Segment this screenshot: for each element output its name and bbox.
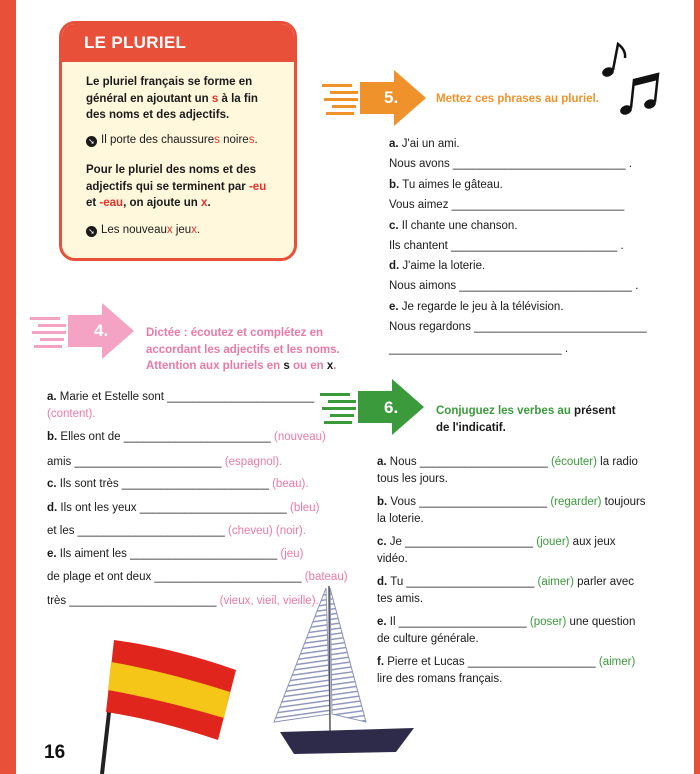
exercise-5-arrow-icon [322, 70, 430, 126]
page-edge-left [0, 0, 16, 774]
list-item-cont: vidéo. [377, 553, 408, 565]
rule-paragraph-1: Le pluriel français se forme en général en ajoutant un s à la fin des noms et des adjectifs. [86, 76, 258, 121]
list-item: b. Elles ont de _______________________ (nouveau) [47, 431, 326, 443]
rule-example-1: ➘ Il porte des chaussures noires. [86, 132, 258, 148]
list-item: très _______________________ (vieux, vieil, vieille). [47, 595, 319, 607]
list-item: b. Vous ____________________ (regarder) toujours [377, 496, 646, 508]
list-item-cont: tes amis. [377, 593, 424, 605]
rule-title: LE PLURIEL [84, 33, 187, 52]
exercise-5-number: 5. [384, 88, 399, 107]
list-item: e. Il ____________________ (poser) une question [377, 616, 636, 628]
exercise-4-instruction: Dictée : écoutez et complétez en accordant les adjectifs et les noms. Attention aux pluriels en s ou en x. [146, 327, 340, 372]
list-item: d. J'aime la loterie. [389, 260, 486, 272]
list-item-cont: de culture générale. [377, 633, 479, 645]
list-item: c. Ils sont très _______________________ (beau). [47, 478, 309, 490]
list-item-cont: tous les jours. [377, 473, 448, 485]
answer-field[interactable]: Vous aimez ___________________________ [389, 199, 625, 211]
list-item: b. Tu aimes le gâteau. [389, 179, 503, 191]
rule-example-2: ➘ Les nouveaux jeux. [86, 222, 200, 238]
answer-field[interactable]: Nous avons ___________________________ . [389, 158, 632, 170]
list-item: e. Ils aiment les _______________________ (jeu) [47, 548, 304, 560]
exercise-4-arrow-icon [30, 303, 138, 359]
exercise-6-arrow-icon [320, 379, 428, 435]
rule-box [59, 21, 297, 261]
arrow-bullet-icon: ➘ [86, 226, 97, 237]
list-item: a. J'ai un ami. [389, 138, 460, 150]
answer-field[interactable]: Nous aimons ___________________________ . [389, 280, 639, 292]
rule-header [62, 24, 294, 62]
music-notes-icon [598, 40, 668, 118]
sailboat-illustration [268, 582, 418, 758]
answer-field[interactable]: Ils chantent __________________________ . [389, 240, 624, 252]
list-item: d. Ils ont les yeux _______________________ (bleu) [47, 502, 320, 514]
exercise-5-instruction: Mettez ces phrases au pluriel. [436, 93, 599, 105]
list-item: f. Pierre et Lucas ____________________ (aimer) [377, 656, 636, 668]
list-item: c. Je ____________________ (jouer) aux jeux [377, 536, 616, 548]
exercise-6-number: 6. [384, 398, 399, 417]
list-item: a. Nous ____________________ (écouter) la radio [377, 456, 638, 468]
list-item-cont: lire des romans français. [377, 673, 503, 685]
rule-paragraph-2: Pour le pluriel des noms et des adjectifs qui se terminent par -eu et -eau, on ajoute un x. [86, 164, 267, 209]
list-item-cont: la loterie. [377, 513, 424, 525]
hint: (content). [47, 408, 96, 420]
list-item: d. Tu ____________________ (aimer) parler avec [377, 576, 635, 588]
exercise-6-instruction: Conjuguez les verbes au présent de l'indicatif. [436, 405, 616, 434]
exercise-4-number: 4. [94, 321, 109, 340]
list-item: et les _______________________ (cheveu) (noir). [47, 525, 306, 537]
list-item: a. Marie et Estelle sont _______________________ [47, 391, 315, 403]
answer-field[interactable]: Nous regardons ___________________________ [389, 321, 647, 333]
page-number: 16 [44, 742, 66, 763]
answer-field[interactable]: ___________________________ . [389, 343, 569, 355]
list-item: amis _______________________ (espagnol). [47, 456, 283, 468]
arrow-bullet-icon: ➘ [86, 136, 97, 147]
list-item: de plage et ont deux _______________________ (bateau) [47, 571, 348, 583]
list-item: e. Je regarde le jeu à la télévision. [389, 301, 564, 313]
spanish-flag-illustration [88, 632, 240, 774]
page-edge-right [694, 0, 700, 774]
list-item: c. Il chante une chanson. [389, 220, 518, 232]
